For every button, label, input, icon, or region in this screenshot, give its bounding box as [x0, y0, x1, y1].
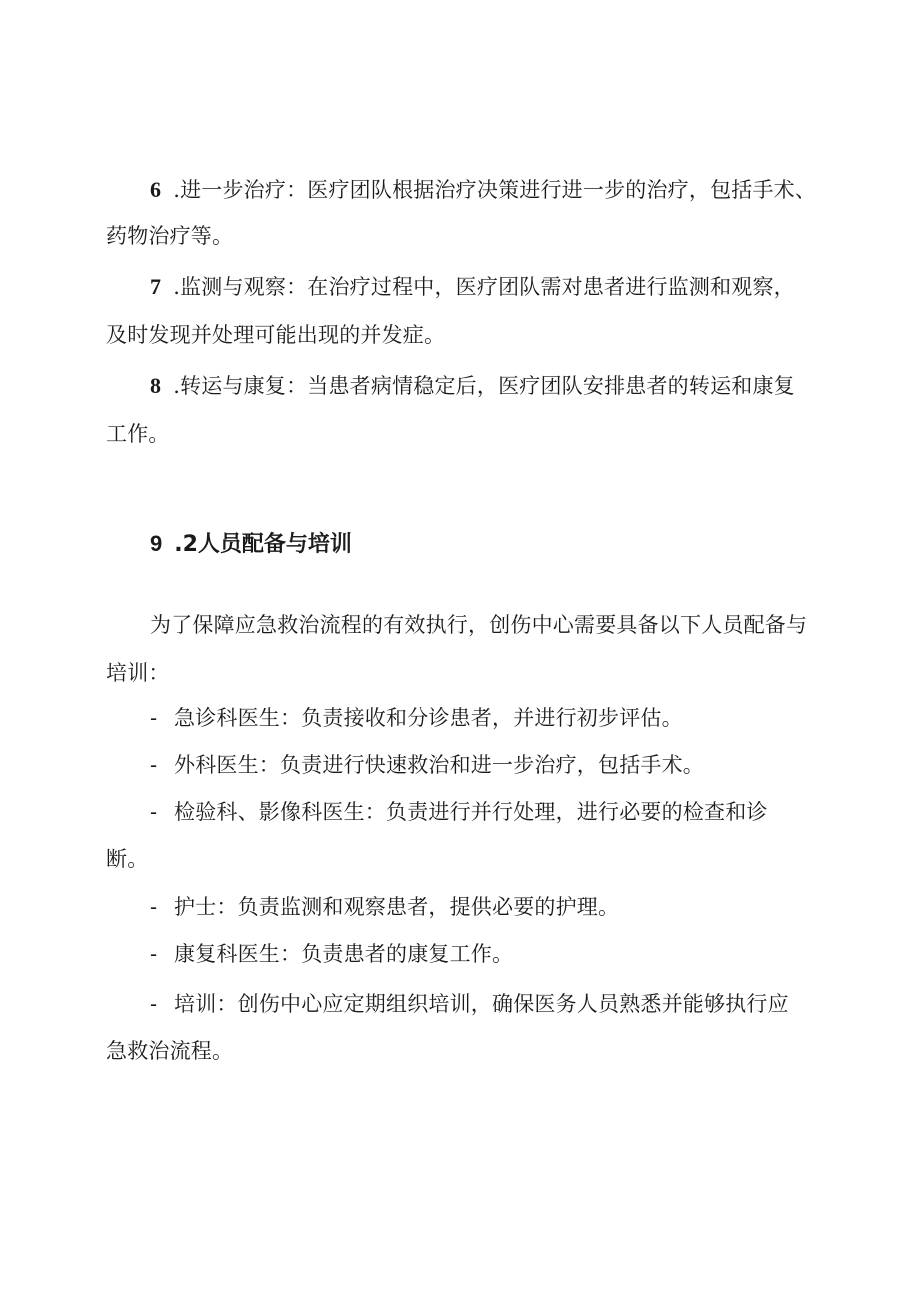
bullet-item — [150, 990, 789, 1018]
item-number: 7 — [150, 274, 162, 299]
bullet-item — [150, 893, 619, 921]
dash-marker: - — [150, 992, 158, 1016]
bullet-item — [150, 940, 513, 968]
item-number: 8 — [150, 373, 162, 398]
item-6-line-2: 药物治疗等。 — [106, 224, 234, 248]
item-7-line-2: 及时发现并处理可能出现的并发症。 — [106, 323, 446, 347]
item-8-line-2: 工作。 — [106, 422, 170, 446]
item-text: .转运与康复：当患者病情稳定后，医疗团队安排患者的转运和康复 — [173, 374, 795, 398]
item-7-line-1 — [150, 273, 795, 301]
item-text: .进一步治疗：医疗团队根据治疗决策进行进一步的治疗，包括手术、 — [173, 178, 817, 202]
bullet-item — [150, 704, 683, 732]
bullet-text: 检验科、影像科医生：负责进行并行处理，进行必要的检查和诊 — [174, 800, 768, 824]
bullet-text: 外科医生：负责进行快速救治和进一步治疗，包括手术。 — [174, 753, 704, 777]
dash-marker: - — [150, 753, 158, 777]
item-number: 6 — [150, 177, 162, 202]
dash-marker: - — [150, 800, 158, 824]
item-8-line-1 — [150, 372, 795, 400]
dash-marker: - — [150, 942, 158, 966]
bullet-continuation: 断。 — [106, 847, 149, 871]
intro-line-2: 培训： — [106, 661, 170, 685]
bullet-item — [150, 751, 704, 779]
bullet-item — [150, 798, 768, 826]
bullet-text: 康复科医生：负责患者的康复工作。 — [174, 942, 514, 966]
bullet-text: 培训：创伤中心应定期组织培训，确保医务人员熟悉并能够执行应 — [174, 992, 789, 1016]
section-title: .2人员配备与培训 — [174, 532, 352, 557]
dash-marker: - — [150, 706, 158, 730]
item-6-line-1 — [150, 176, 816, 204]
bullet-text: 急诊科医生：负责接收和分诊患者，并进行初步评估。 — [174, 706, 683, 730]
dash-marker: - — [150, 895, 158, 919]
bullet-continuation: 急救治流程。 — [106, 1039, 234, 1063]
item-text: .监测与观察：在治疗过程中，医疗团队需对患者进行监测和观察， — [173, 275, 795, 299]
intro-line-1: 为了保障应急救治流程的有效执行，创伤中心需要具备以下人员配备与 — [150, 613, 808, 637]
section-heading — [150, 529, 352, 560]
section-number: 9 — [150, 531, 163, 556]
bullet-text: 护士：负责监测和观察患者，提供必要的护理。 — [174, 895, 620, 919]
